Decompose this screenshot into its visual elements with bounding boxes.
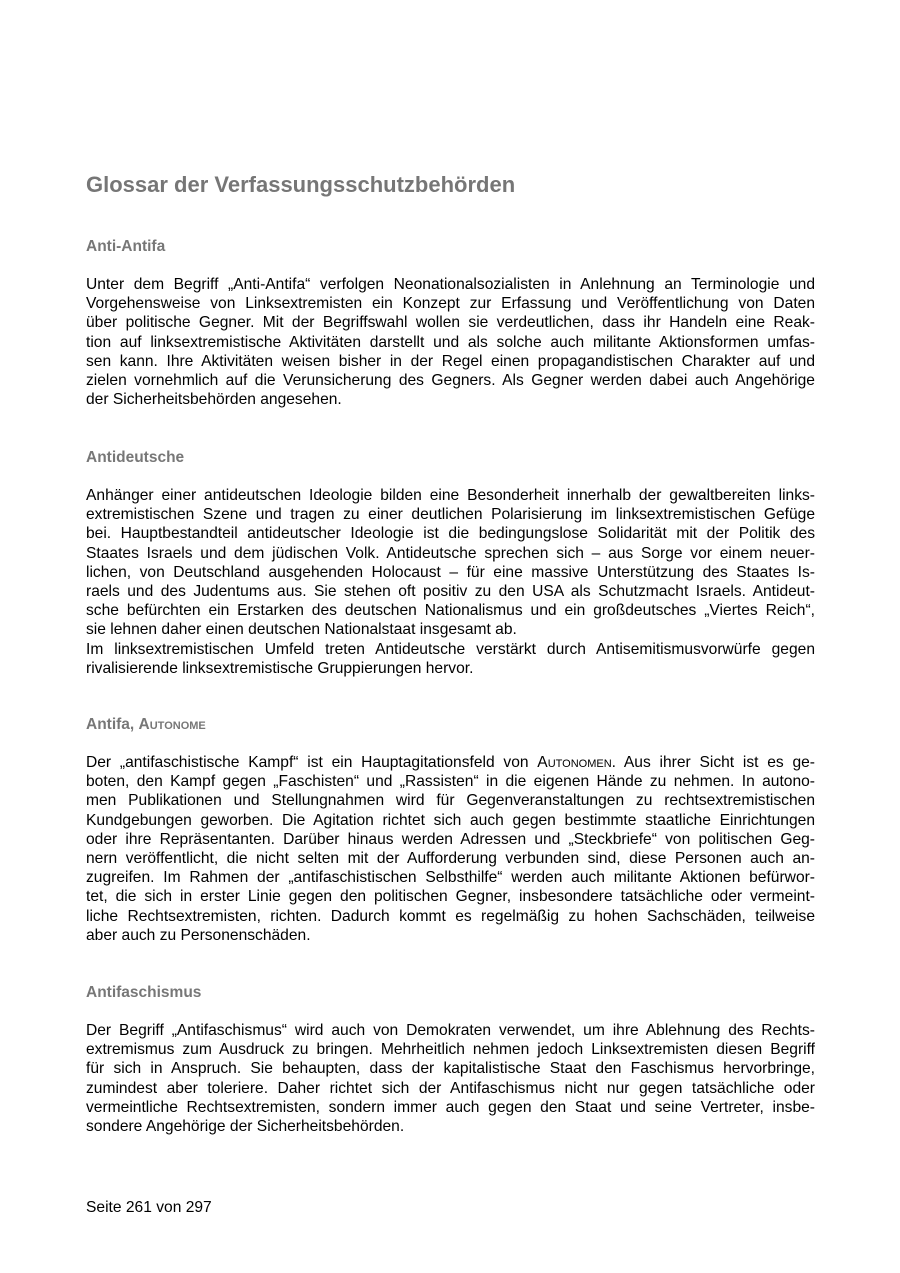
section-body-antideutsche [86,486,815,678]
text-line: aber auch zu Personenschäden. [86,926,311,944]
text-line: boten, den Kampf gegen „Faschisten“ und „Rassisten“ in die eigenen Hände zu nehmen. In autono- [86,773,815,791]
section-heading-antifaschismus: Antifaschismus [86,984,202,1001]
text-line [86,753,815,772]
text-segment: Der „antifaschistische Kampf“ ist ein Hauptagitationsfeld von [86,754,538,771]
text-line: men Publikationen und Stellungnahmen wird für Gegenveranstaltungen zu rechtsextremistischen [86,792,815,810]
text-line: zumindest aber toleriere. Daher richtet sich der Antifaschismus nicht nur gegen tatsächliche oder [86,1079,815,1097]
text-line: Der Begriff „Antifaschismus“ wird auch von Demokraten verwendet, um ihre Ablehnung des Rechts- [86,1022,815,1039]
heading-smallcaps: Autonome [138,716,206,733]
section-heading-anti-antifa: Anti-Antifa [86,238,166,255]
text-line: raels und des Judentums aus. Sie stehen oft positiv zu den USA als Schutzmacht Israels. Antideut- [86,583,815,601]
text-line: bei. Hauptbestandteil antideutscher Ideologie ist die bedingungslose Solidarität mit der Politik des [86,525,815,543]
page-title: Glossar der Verfassungsschutzbehörden [86,172,516,197]
text-line: tion auf linksextremistische Aktivitäten darstellt und als solche auch militante Aktionsformen umfas- [86,333,815,351]
section-body-antifaschismus [86,1021,815,1136]
text-line: sen kann. Ihre Aktivitäten weisen bisher in der Regel einen propagandistischen Charakter auf und [86,352,815,370]
text-line: Staates Israels und dem jüdischen Volk. Antideutsche sprechen sich – aus Sorge vor einem neuer- [86,544,815,562]
text-line: lichen, von Deutschland ausgehenden Holocaust – für eine massive Unterstützung des Staates Is- [86,563,815,581]
heading-text: Antifa, [86,716,139,733]
text-line: Im linksextremistischen Umfeld treten Antideutsche verstärkt durch Antisemitismusvorwürfe gegen [86,640,815,658]
text-line: für sich in Anspruch. Sie behaupten, dass der kapitalistische Staat den Faschismus hervorbringe, [86,1060,815,1078]
text-line: Vorgehensweise von Linksextremisten ein Konzept zur Erfassung und Veröffentlichung von Daten [86,295,815,313]
text-line: extremistischen Szene und tragen zu einer deutlichen Polarisierung im linksextremistischen Gefüge [86,506,815,524]
text-line: über politische Gegner. Mit der Begriffswahl wollen sie verdeutlichen, dass ihr Handeln eine Reak- [86,314,815,332]
text-segment: . Aus ihrer Sicht ist es ge- [611,754,815,771]
text-line: liche Rechtsextremisten, richten. Dadurch kommt es regelmäßig zu hohen Sachschäden, teilweise [86,907,815,925]
section-heading-antideutsche: Antideutsche [86,449,185,466]
remaining-lines [86,772,815,945]
section-body-antifa-autonome [86,753,815,945]
text-line: extremismus zum Ausdruck zu bringen. Mehrheitlich nehmen jedoch Linksextremisten diesen Begriff [86,1041,815,1059]
text-line: Unter dem Begriff „Anti-Antifa“ verfolgen Neonationalsozialisten in Anlehnung an Terminologie und [86,276,815,293]
section-heading-antifa-autonome [86,716,206,734]
section-body-anti-antifa [86,275,815,409]
text-line: Kundgebungen geworben. Die Agitation richtet sich auch gegen bestimmte staatliche Einrichtungen [86,811,815,829]
text-line: nern veröffentlicht, die nicht selten mit der Aufforderung verbunden sind, diese Personen auch an- [86,850,815,868]
text-line: zielen vornehmlich auf die Verunsicherung des Gegners. Als Gegner werden dabei auch Angehörige [86,372,815,390]
text-line: rivalisierende linksextremistische Gruppierungen hervor. [86,659,474,677]
text-line: zugreifen. Im Rahmen der „antifaschistischen Selbsthilfe“ werden auch militante Aktionen befürwor- [86,869,815,887]
text-line: tet, die sich in erster Linie gegen den politischen Gegner, insbesondere tatsächliche oder vermeint- [86,888,815,906]
text-line: der Sicherheitsbehörden angesehen. [86,391,342,409]
text-line: sie lehnen daher einen deutschen Nationalstaat insgesamt ab. [86,621,517,639]
text-line: sche befürchten ein Erstarken des deutschen Nationalismus und ein großdeutsches „Viertes Reich“, [86,602,815,620]
text-line: Anhänger einer antideutschen Ideologie bilden eine Besonderheit innerhalb der gewaltbereiten links- [86,487,815,504]
page-number: Seite 261 von 297 [86,1199,212,1216]
smallcaps-term: Autonomen [537,754,612,771]
text-line: vermeintliche Rechtsextremisten, sondern immer auch gegen den Staat und seine Vertreter, insbe- [86,1098,815,1116]
text-line: oder ihre Repräsentanten. Darüber hinaus werden Adressen und „Steckbriefe“ von politischen Geg- [86,830,815,848]
text-line: sondere Angehörige der Sicherheitsbehörden. [86,1118,405,1136]
